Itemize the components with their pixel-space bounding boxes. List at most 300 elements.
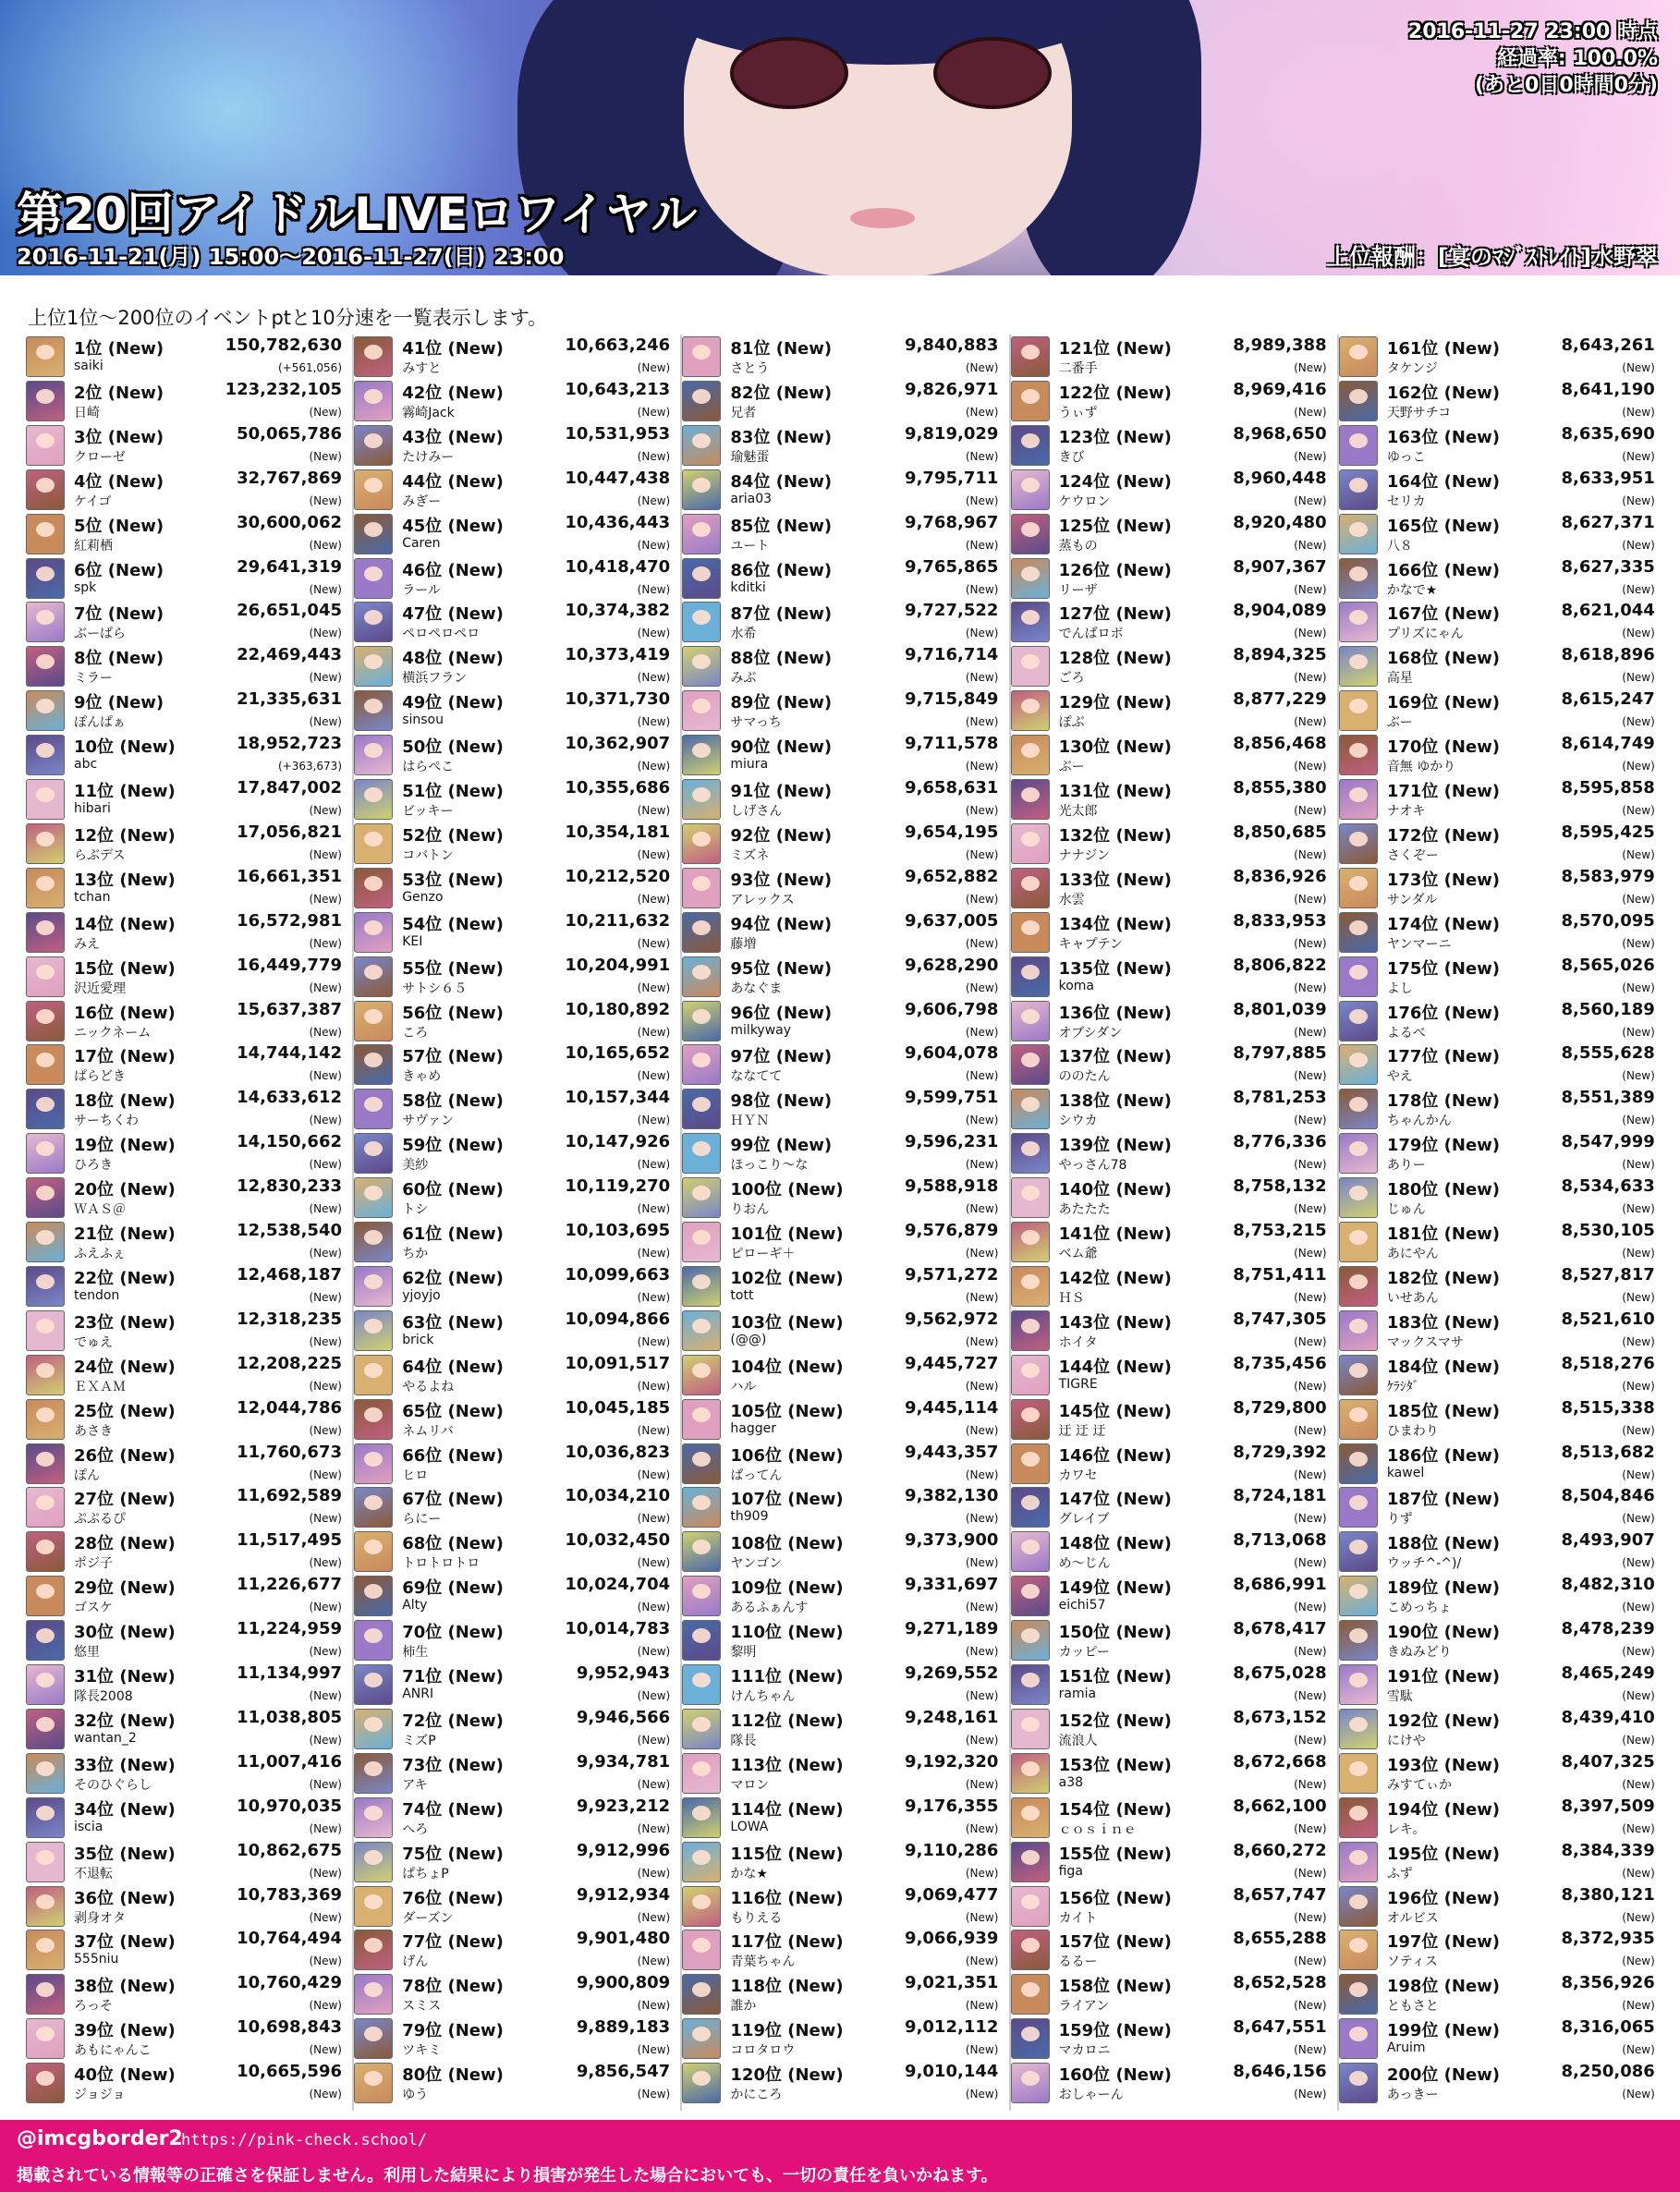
idol-avatar: [354, 1310, 393, 1351]
player-name: ＨＹＮ: [730, 1114, 770, 1129]
rank-label: 45位 (New): [402, 516, 504, 536]
rank-label: 24位 (New): [74, 1357, 176, 1377]
rank-label: 114位 (New): [730, 1799, 844, 1820]
speed-delta: (New): [309, 1069, 342, 1083]
player-name: きび: [1058, 449, 1085, 465]
event-points: 150,782,630: [225, 335, 342, 355]
idol-avatar: [354, 823, 393, 864]
rank-label: 146位 (New): [1058, 1445, 1172, 1466]
idol-avatar: [354, 1842, 393, 1882]
player-name: 迂 迂 迂: [1058, 1423, 1106, 1439]
player-name: ころ: [402, 1025, 429, 1041]
event-points: 10,354,181: [565, 822, 671, 842]
event-points: 10,374,382: [565, 601, 671, 621]
speed-delta: (New): [965, 1290, 999, 1304]
player-name: 悠里: [74, 1645, 100, 1661]
disclaimer: 掲載されている情報等の正確さを保証しません。利用した結果により損害が発生した場合においても、一切の責任を負いかねます。: [17, 2166, 998, 2186]
ranking-row: [682, 379, 1005, 423]
rank-label: 34位 (New): [74, 1799, 176, 1820]
speed-delta: (New): [1294, 1645, 1327, 1659]
rank-label: 110位 (New): [730, 1623, 844, 1643]
event-points: 8,855,380: [1233, 778, 1327, 798]
speed-delta: (New): [309, 1247, 342, 1260]
idol-avatar: [354, 1001, 393, 1041]
ranking-row: [26, 556, 349, 601]
speed-delta: (New): [965, 627, 999, 640]
player-name: 黎明: [730, 1645, 757, 1661]
speed-delta: (New): [637, 847, 671, 861]
player-name: トシ: [402, 1202, 429, 1218]
ranking-row: [1011, 512, 1334, 556]
player-name: ヤンマーニ: [1386, 936, 1452, 952]
ranking-row: [26, 955, 349, 999]
speed-delta: (New): [1294, 1910, 1327, 1924]
idol-avatar: [1011, 469, 1050, 510]
ranking-row: [26, 1840, 349, 1884]
speed-delta: (New): [1294, 1999, 1327, 2013]
ranking-row: [354, 822, 677, 866]
idol-avatar: [1011, 1355, 1050, 1395]
speed-delta: (New): [965, 1556, 999, 1570]
player-name: コロタロウ: [730, 2043, 796, 2059]
speed-delta: (New): [1294, 627, 1327, 640]
ranking-column: [1339, 335, 1665, 2111]
idol-avatar: [682, 1753, 721, 1794]
event-points: 9,795,711: [905, 468, 999, 488]
event-points: 10,045,185: [565, 1397, 671, 1418]
idol-avatar: [354, 1089, 393, 1129]
idol-avatar: [26, 1797, 65, 1838]
speed-delta: (New): [965, 1334, 999, 1348]
event-points: 8,493,907: [1561, 1530, 1655, 1551]
speed-delta: (New): [1622, 361, 1655, 374]
idol-avatar: [682, 1886, 721, 1927]
ranking-row: [1011, 1397, 1334, 1442]
speed-delta: (New): [1622, 627, 1655, 640]
idol-avatar: [354, 1974, 393, 2015]
event-points: 10,665,596: [237, 2062, 342, 2082]
idol-avatar: [682, 956, 721, 997]
speed-delta: (New): [1294, 538, 1327, 552]
rank-label: 140位 (New): [1058, 1180, 1172, 1200]
rank-label: 147位 (New): [1058, 1490, 1172, 1510]
rank-label: 158位 (New): [1058, 1977, 1172, 1997]
player-name: みすと: [402, 361, 442, 376]
speed-delta: (New): [637, 361, 671, 374]
rank-label: 58位 (New): [402, 1091, 504, 1112]
speed-delta: (New): [1622, 980, 1655, 994]
ranking-row: [1011, 1662, 1334, 1707]
speed-delta: (New): [637, 1955, 671, 1968]
player-name: げん: [402, 1955, 429, 1970]
speed-delta: (New): [1294, 1467, 1327, 1481]
idol-avatar: [682, 868, 721, 908]
idol-avatar: [682, 1531, 721, 1572]
speed-delta: (New): [1294, 1114, 1327, 1127]
rank-label: 182位 (New): [1386, 1268, 1501, 1288]
rank-label: 117位 (New): [730, 1932, 844, 1953]
event-points: 9,856,547: [576, 2062, 671, 2082]
event-reward: 上位報酬：[宴のﾏｼﾞｽﾄﾚｲﾄ]水野翠: [1327, 244, 1658, 270]
character-eye: [933, 37, 1052, 109]
event-points: 8,635,690: [1561, 423, 1655, 444]
player-name: 水希: [730, 627, 757, 642]
ranking-row: [1011, 1353, 1334, 1397]
player-name: ちか: [402, 1247, 429, 1261]
ranking-row: [354, 1662, 677, 1707]
player-name: 流浪人: [1058, 1733, 1098, 1748]
speed-delta: (New): [1294, 1556, 1327, 1570]
speed-delta: (New): [1294, 1423, 1327, 1437]
idol-avatar: [26, 336, 65, 377]
idol-avatar: [682, 1044, 721, 1085]
speed-delta: (New): [637, 892, 671, 906]
speed-delta: (New): [637, 1202, 671, 1216]
speed-delta: (New): [1622, 847, 1655, 861]
rank-label: 29位 (New): [74, 1578, 176, 1599]
event-points: 9,445,727: [905, 1353, 999, 1373]
speed-delta: (New): [309, 936, 342, 950]
ranking-row: [1011, 600, 1334, 644]
player-name: ぷぷるぴ: [74, 1512, 126, 1528]
player-name: kawel: [1386, 1465, 1425, 1480]
idol-avatar: [354, 1177, 393, 1218]
event-points: 9,912,934: [576, 1884, 671, 1905]
idol-avatar: [1011, 1222, 1050, 1262]
speed-delta: (New): [965, 1247, 999, 1260]
rank-label: 176位 (New): [1386, 1003, 1501, 1023]
player-name: アキ: [402, 1777, 428, 1793]
event-points: 8,565,026: [1561, 955, 1655, 975]
event-points: 8,521,610: [1561, 1309, 1655, 1329]
ranking-row: [354, 2016, 677, 2061]
rank-label: 84位 (New): [730, 471, 833, 492]
player-name: ネムリバ: [402, 1423, 454, 1439]
rank-label: 197位 (New): [1386, 1932, 1501, 1953]
idol-avatar: [1339, 1930, 1378, 1970]
player-name: 剥身オタ: [74, 1910, 126, 1926]
event-points: 8,753,215: [1233, 1221, 1327, 1240]
ranking-row: [1011, 1884, 1334, 1929]
player-name: コバトン: [402, 847, 454, 863]
rank-label: 107位 (New): [730, 1490, 844, 1510]
rank-label: 17位 (New): [74, 1047, 176, 1067]
speed-delta: (+363,673): [277, 760, 342, 773]
player-name: サマっち: [730, 715, 782, 731]
ranking-row: [1339, 1353, 1662, 1397]
idol-avatar: [26, 469, 65, 510]
speed-delta: (New): [1622, 1158, 1655, 1172]
idol-avatar: [1011, 1620, 1050, 1661]
ranking-row: [1011, 1442, 1334, 1486]
speed-delta: (New): [637, 449, 671, 463]
player-name: おしゃーん: [1058, 2088, 1124, 2103]
player-name: tendon: [74, 1287, 120, 1303]
idol-avatar: [26, 1044, 65, 1085]
rank-label: 164位 (New): [1386, 471, 1501, 492]
player-name: 霧崎Jack: [402, 405, 455, 420]
player-name: カッピー: [1058, 1645, 1110, 1661]
ranking-row: [1011, 955, 1334, 999]
event-points: 11,038,805: [237, 1707, 342, 1727]
player-name: トロトロトロ: [402, 1556, 481, 1572]
ranking-row: [682, 1264, 1005, 1309]
speed-delta: (New): [1622, 2043, 1655, 2057]
ranking-row: [682, 1131, 1005, 1175]
rank-label: 163位 (New): [1386, 427, 1501, 447]
player-name: ユート: [730, 538, 770, 554]
idol-avatar: [26, 1886, 65, 1927]
ranking-row: [354, 1309, 677, 1353]
speed-delta: (New): [965, 1512, 999, 1526]
ranking-row: [1339, 866, 1662, 910]
rank-label: 90位 (New): [730, 737, 833, 758]
event-points: 9,658,631: [905, 778, 999, 798]
speed-delta: (New): [1622, 715, 1655, 729]
idol-avatar: [26, 1531, 65, 1572]
rank-label: 88位 (New): [730, 649, 833, 669]
ranking-row: [26, 423, 349, 468]
idol-avatar: [354, 1443, 393, 1484]
rank-label: 172位 (New): [1386, 825, 1501, 846]
player-name: TIGRE: [1058, 1376, 1098, 1392]
speed-delta: (New): [965, 1158, 999, 1172]
player-name: kditki: [730, 579, 766, 595]
speed-delta: (New): [309, 1910, 342, 1924]
event-points: 9,271,189: [905, 1619, 999, 1639]
speed-delta: (New): [637, 1601, 671, 1614]
idol-avatar: [354, 1044, 393, 1085]
idol-avatar: [1339, 2063, 1378, 2103]
idol-avatar: [682, 1266, 721, 1307]
rank-label: 78位 (New): [402, 1977, 504, 1997]
ranking-row: [682, 1353, 1005, 1397]
rank-label: 137位 (New): [1058, 1047, 1172, 1067]
rank-label: 189位 (New): [1386, 1578, 1501, 1599]
idol-avatar: [26, 1089, 65, 1129]
idol-avatar: [682, 336, 721, 377]
event-points: 8,877,229: [1233, 689, 1327, 710]
ranking-row: [1011, 1618, 1334, 1662]
player-name: しげさん: [730, 804, 783, 819]
event-points: 10,362,907: [565, 734, 671, 754]
idol-avatar: [682, 735, 721, 775]
speed-delta: (New): [637, 1334, 671, 1348]
ranking-row: [1339, 1042, 1662, 1087]
player-name: ピローギ＋: [730, 1247, 796, 1261]
ranking-row: [1339, 777, 1662, 822]
ranking-row: [682, 335, 1005, 379]
idol-avatar: [26, 735, 65, 775]
idol-avatar: [354, 779, 393, 820]
rank-label: 18位 (New): [74, 1091, 176, 1112]
player-name: あたたた: [1058, 1202, 1111, 1218]
rank-label: 11位 (New): [74, 782, 176, 801]
ranking-row: [682, 822, 1005, 866]
ranking-row: [1011, 423, 1334, 468]
ranking-row: [26, 1309, 349, 1353]
speed-delta: (New): [965, 1601, 999, 1614]
ranking-row: [682, 1309, 1005, 1353]
ranking-row: [682, 1042, 1005, 1087]
ranking-row: [1011, 1796, 1334, 1840]
speed-delta: (New): [1294, 1247, 1327, 1260]
idol-avatar: [1011, 735, 1050, 775]
site-link[interactable]: https://pink-check.school/: [181, 2131, 428, 2149]
time-snapshot: 2016-11-27 23:00 時点: [1407, 20, 1658, 43]
speed-delta: (New): [309, 1467, 342, 1481]
speed-delta: (New): [309, 1866, 342, 1880]
speed-delta: (New): [637, 1777, 671, 1791]
player-name: 横浜フラン: [402, 671, 468, 687]
player-name: きぬみどり: [1386, 1645, 1452, 1661]
ranking-row: [682, 999, 1005, 1043]
rank-label: 136位 (New): [1058, 1003, 1172, 1023]
ranking-row: [682, 600, 1005, 644]
rank-label: 86位 (New): [730, 560, 833, 580]
rank-label: 81位 (New): [730, 339, 833, 359]
speed-delta: (New): [1622, 671, 1655, 685]
idol-avatar: [354, 558, 393, 599]
player-name: でんぱロボ: [1058, 627, 1124, 642]
ranking-row: [1011, 1175, 1334, 1220]
speed-delta: (New): [637, 2043, 671, 2057]
player-name: 八８: [1386, 538, 1413, 554]
player-name: spk: [74, 579, 97, 595]
speed-delta: (New): [637, 715, 671, 729]
player-name: tott: [730, 1287, 754, 1303]
idol-avatar: [1339, 1044, 1378, 1085]
speed-delta: (New): [965, 493, 999, 507]
event-points: 11,760,673: [237, 1442, 342, 1462]
ranking-row: [1011, 2061, 1334, 2105]
speed-delta: (New): [1622, 1910, 1655, 1924]
ranking-row: [682, 1220, 1005, 1264]
speed-delta: (New): [1622, 1114, 1655, 1127]
rank-label: 139位 (New): [1058, 1136, 1172, 1156]
idol-avatar: [1011, 1399, 1050, 1440]
ranking-row: [682, 556, 1005, 601]
event-points: 8,678,417: [1233, 1619, 1327, 1639]
ranking-row: [1011, 1707, 1334, 1751]
event-points: 10,157,344: [565, 1088, 671, 1108]
ranking-row: [26, 1972, 349, 2016]
ranking-row: [1339, 1884, 1662, 1929]
event-points: 9,923,212: [576, 1796, 671, 1816]
rank-label: 31位 (New): [74, 1667, 176, 1687]
player-name: th909: [730, 1509, 769, 1525]
speed-delta: (New): [1294, 1866, 1327, 1880]
rank-label: 68位 (New): [402, 1534, 504, 1554]
ranking-row: [26, 1042, 349, 1087]
rank-label: 134位 (New): [1058, 914, 1172, 934]
event-points: 8,657,747: [1233, 1884, 1327, 1905]
rank-label: 144位 (New): [1058, 1357, 1172, 1377]
player-name: ミズP: [402, 1733, 436, 1748]
ranking-row: [354, 733, 677, 777]
idol-avatar: [1339, 690, 1378, 731]
idol-avatar: [1339, 1842, 1378, 1882]
player-name: 瑜魅蛋: [730, 449, 770, 465]
ranking-row: [1339, 1087, 1662, 1131]
idol-avatar: [1339, 1576, 1378, 1616]
speed-delta: (New): [965, 449, 999, 463]
event-points: 8,675,028: [1233, 1663, 1327, 1683]
event-points: 8,781,253: [1233, 1088, 1327, 1108]
ranking-row: [354, 1707, 677, 1751]
rank-label: 166位 (New): [1386, 560, 1501, 580]
event-points: 12,538,540: [237, 1221, 342, 1240]
idol-avatar: [682, 381, 721, 421]
speed-delta: (New): [965, 804, 999, 817]
player-name: iscia: [74, 1819, 103, 1834]
ranking-row: [354, 1796, 677, 1840]
idol-avatar: [26, 779, 65, 820]
rank-label: 129位 (New): [1058, 693, 1172, 713]
event-points: 9,248,161: [905, 1707, 999, 1727]
rank-label: 8位 (New): [74, 649, 164, 669]
idol-avatar: [1011, 336, 1050, 377]
speed-delta: (New): [1294, 671, 1327, 685]
speed-delta: (New): [309, 449, 342, 463]
idol-avatar: [354, 514, 393, 554]
event-points: 9,819,029: [905, 423, 999, 444]
event-points: 50,065,786: [237, 423, 342, 444]
speed-delta: (New): [1294, 1290, 1327, 1304]
ranking-row: [1339, 822, 1662, 866]
speed-delta: (New): [965, 1910, 999, 1924]
idol-avatar: [1011, 1842, 1050, 1882]
ranking-row: [682, 1175, 1005, 1220]
player-name: ヒロ: [402, 1467, 429, 1483]
event-points: 11,224,959: [237, 1619, 342, 1639]
event-points: 8,776,336: [1233, 1132, 1327, 1152]
rank-label: 80位 (New): [402, 2065, 504, 2086]
event-points: 8,595,858: [1561, 778, 1655, 798]
idol-avatar: [26, 2018, 65, 2059]
ranking-row: [1339, 512, 1662, 556]
rank-label: 152位 (New): [1058, 1711, 1172, 1731]
event-points: 10,204,991: [565, 955, 671, 975]
event-points: 8,907,367: [1233, 556, 1327, 577]
rank-label: 177位 (New): [1386, 1047, 1501, 1067]
ranking-row: [1011, 999, 1334, 1043]
event-points: 10,531,953: [565, 423, 671, 444]
event-points: 8,724,181: [1233, 1486, 1327, 1506]
twitter-handle[interactable]: @imcgborder2: [17, 2127, 183, 2150]
rank-label: 159位 (New): [1058, 2021, 1172, 2041]
event-points: 8,534,633: [1561, 1176, 1655, 1197]
rank-label: 65位 (New): [402, 1401, 504, 1421]
player-name: ハル: [730, 1379, 757, 1394]
speed-delta: (New): [309, 1202, 342, 1216]
rank-label: 192位 (New): [1386, 1711, 1501, 1731]
idol-avatar: [26, 1576, 65, 1616]
ranking-row: [26, 644, 349, 688]
idol-avatar: [682, 1443, 721, 1484]
ranking-row: [682, 512, 1005, 556]
rank-label: 42位 (New): [402, 383, 504, 403]
event-points: 8,833,953: [1233, 910, 1327, 931]
ranking-row: [682, 688, 1005, 733]
event-points: 10,783,369: [237, 1884, 342, 1905]
rank-label: 60位 (New): [402, 1180, 504, 1200]
speed-delta: (New): [309, 1158, 342, 1172]
idol-avatar: [1011, 1797, 1050, 1838]
event-points: 21,335,631: [237, 689, 342, 710]
event-points: 10,760,429: [237, 1973, 342, 1993]
speed-delta: (New): [1622, 405, 1655, 419]
